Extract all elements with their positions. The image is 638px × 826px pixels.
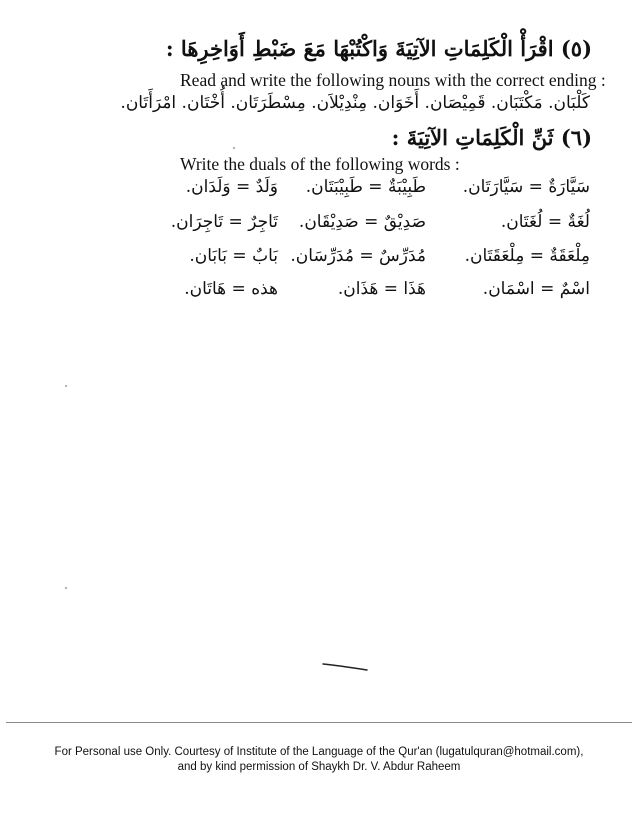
exercise-6-heading: (٦) ثَنِّ الْكَلِمَاتِ الآتِيَةَ : (391, 125, 592, 150)
dual-item: وَلَدٌ = وَلَدَان. (185, 177, 278, 197)
dual-item: طَبِيْبَةٌ = طَبِيْبَتَان. (305, 177, 426, 197)
dual-item: هذه = هَاتَان. (184, 279, 278, 299)
footer-credit (0, 745, 638, 775)
footer-divider (6, 722, 632, 723)
scan-speck (233, 147, 235, 149)
dual-item: هَذَا = هَذَان. (337, 279, 426, 299)
dual-item: مِلْعَقَةٌ = مِلْعَقَتَان. (464, 246, 590, 266)
dual-item: مُدَرِّسٌ = مُدَرِّسَان. (290, 246, 426, 266)
scan-speck (65, 587, 67, 589)
pen-stroke-mark (322, 660, 368, 672)
scan-speck (65, 385, 67, 387)
dual-item: بَابٌ = بَابَان. (189, 246, 278, 266)
footer-line-2: and by kind permission of Shaykh Dr. V. Abdur Raheem (177, 761, 461, 773)
exercise-5-instruction: Read and write the following nouns with the correct ending : (180, 70, 606, 90)
footer-line-1: For Personal use Only. Courtesy of Institute of the Language of the Qur'an (lugatulquran@hotmail.com), (54, 746, 584, 758)
dual-item: تَاجِرٌ = تَاجِرَان. (170, 212, 278, 232)
dual-item: صَدِيْقٌ = صَدِيْقَان. (298, 212, 426, 232)
exercise-5-heading: (٥) اقْرَأْ الْكَلِمَاتِ الآتِيَةَ وَاكْتُبْهَا مَعَ ضَبْطِ أَوَاخِرِهَا : (165, 36, 592, 61)
exercise-6-instruction: Write the duals of the following words : (180, 154, 460, 174)
dual-item: اسْمٌ = اسْمَان. (482, 279, 590, 299)
dual-item: لُغَةٌ = لُغَتَان. (500, 212, 590, 232)
exercise-5-nouns: كَلْبَان. مَكْتَبَان. قَمِيْصَان. أَخَوَان. مِنْدِيْلاَن. مِسْطَرَتَان. أُخْتَان. امْرَأَتَان. (120, 93, 590, 113)
dual-item: سَيَّارَةٌ = سَيَّارَتَان. (462, 177, 590, 197)
